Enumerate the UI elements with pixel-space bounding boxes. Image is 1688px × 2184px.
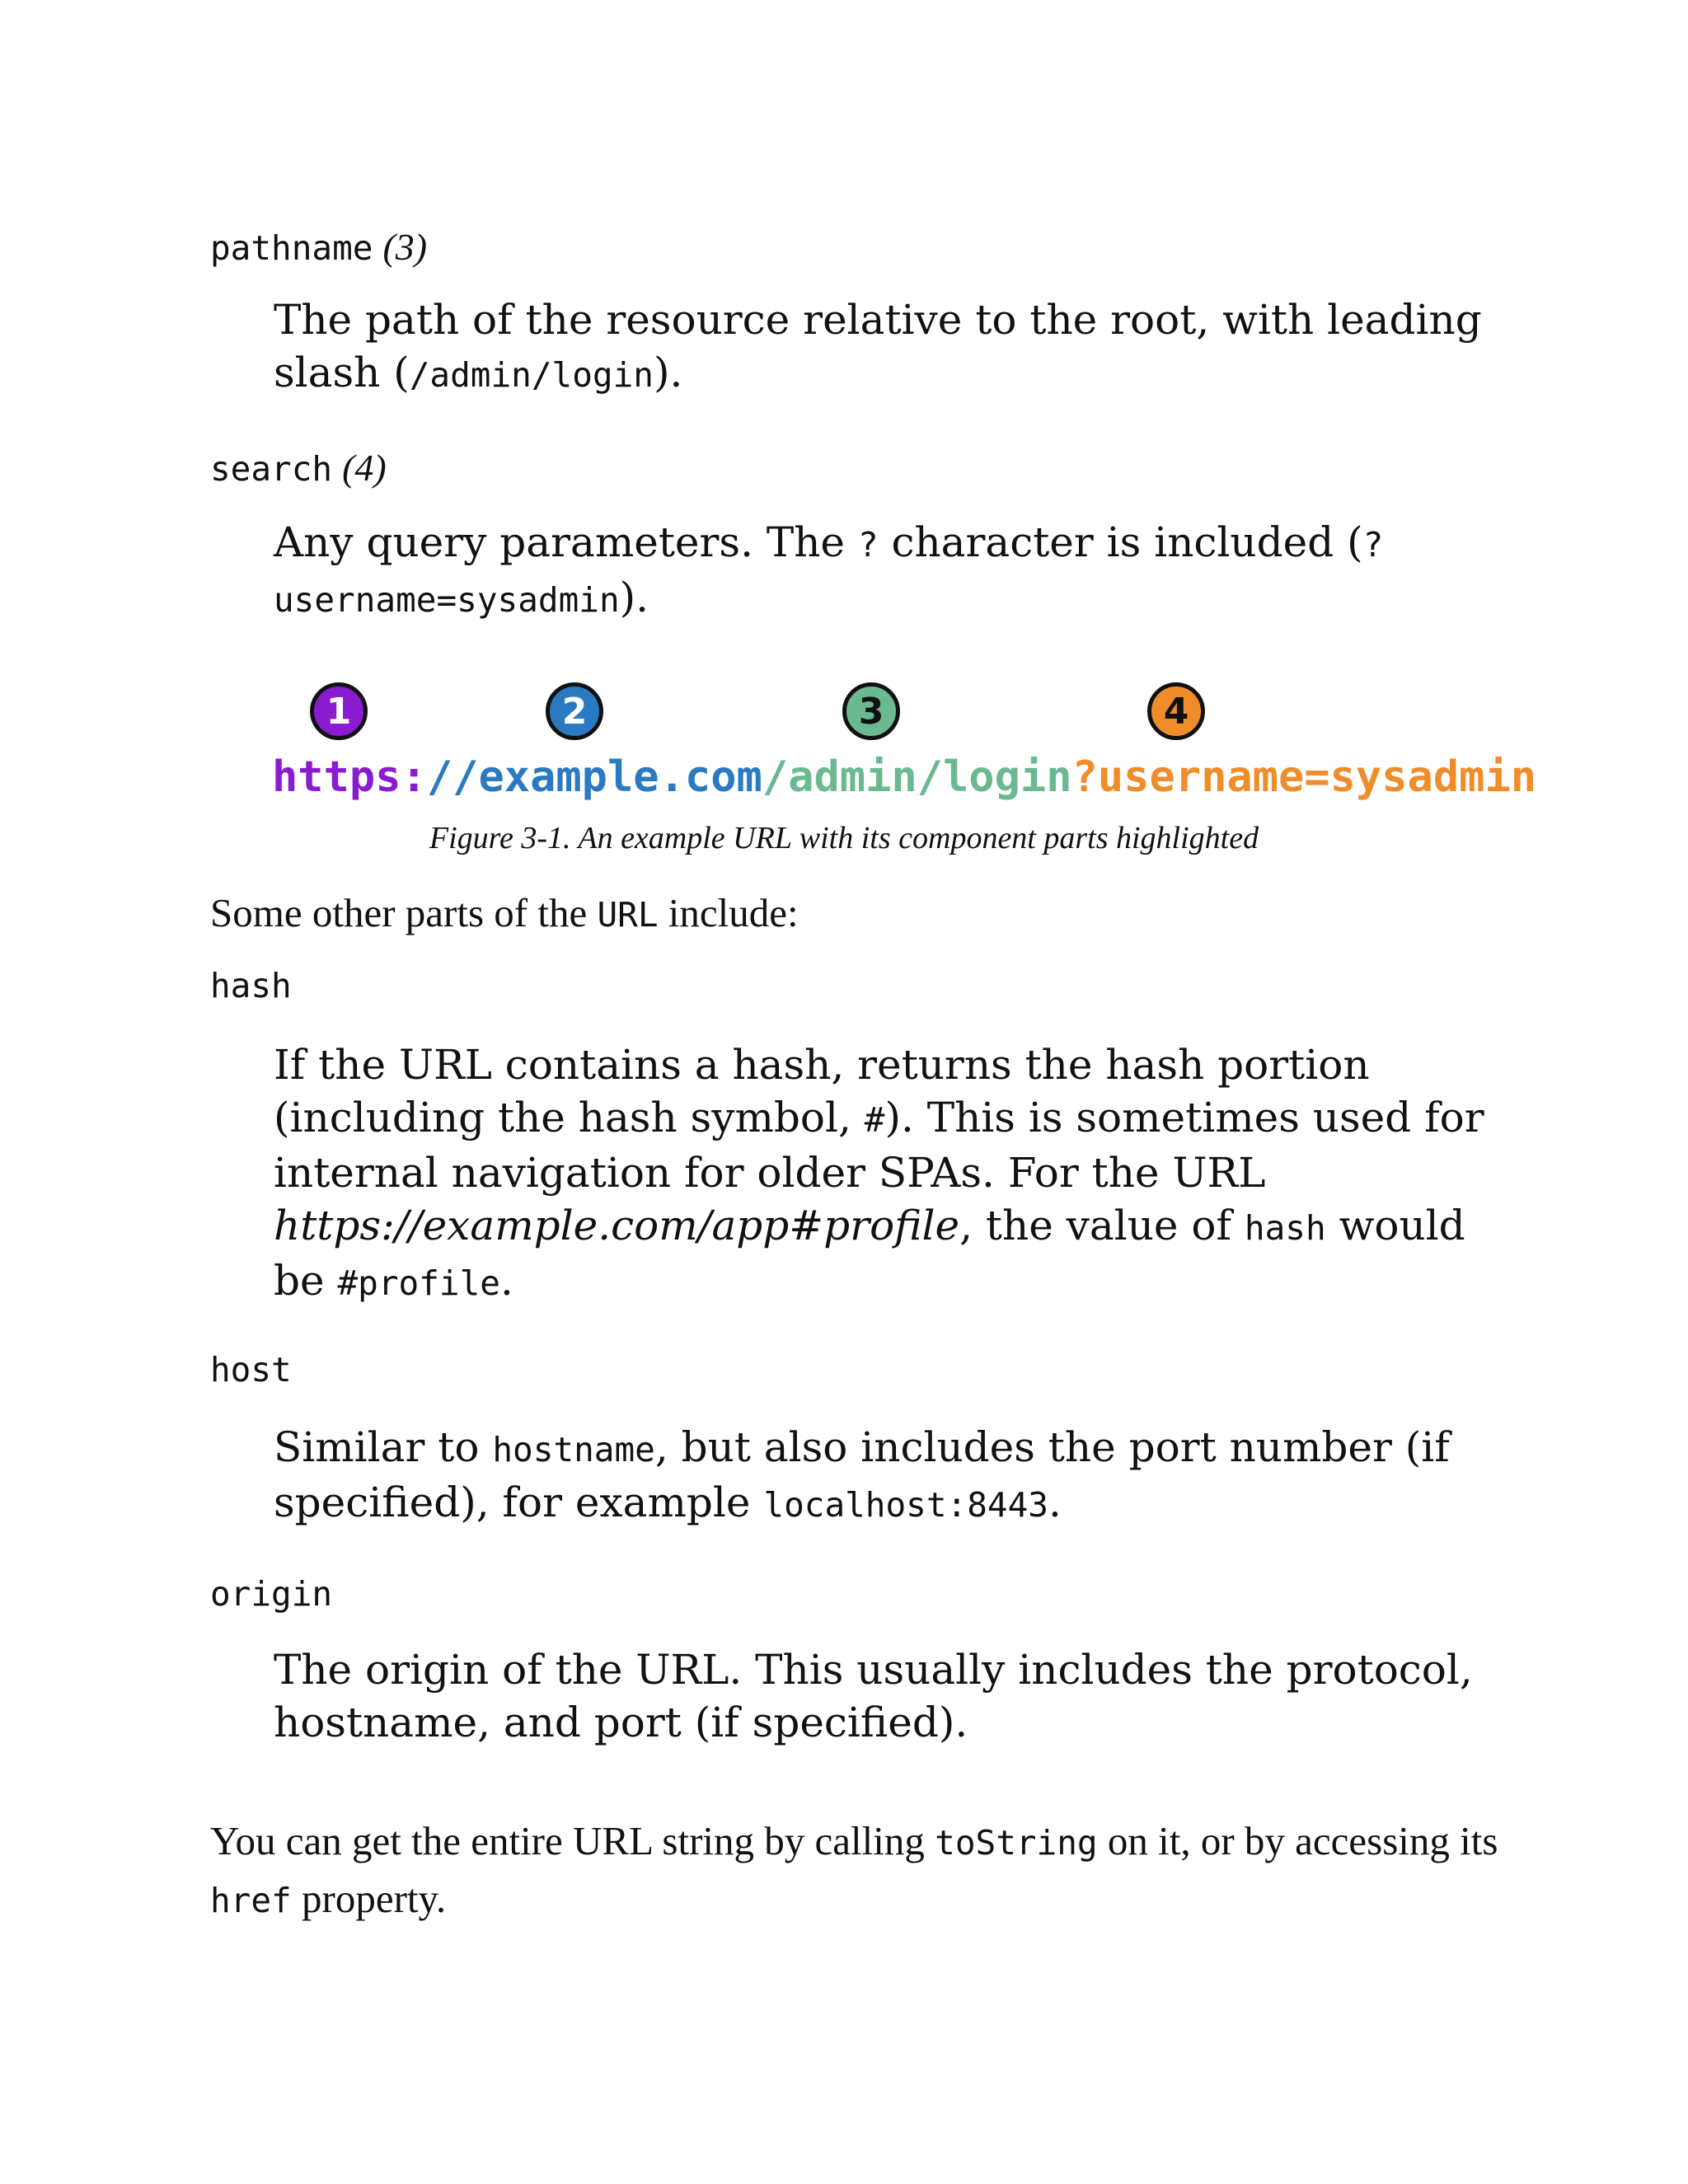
closing-paragraph: You can get the entire URL string by calling toString on it, or by accessing its href property. (210, 1818, 1498, 1921)
intro-paragraph: Some other parts of the URL include: (210, 890, 799, 935)
callout-badge-4: 4 (1147, 682, 1205, 740)
definition-pathname: The path of the resource relative to the root, with leading slash (/admin/login). (274, 296, 1482, 396)
definition-search: Any query parameters. The ? character is included (?username=sysadmin). (274, 518, 1384, 621)
example-url-italic: https://example.com/app#profile (274, 1202, 960, 1249)
term-search (210, 445, 387, 492)
example-url (272, 748, 1536, 806)
figure-caption: Figure 3-1. An example URL with its component parts highlighted (429, 821, 1259, 855)
term-pathname-name: pathname (210, 228, 373, 268)
code-query-string: ?username=sysadmin (274, 525, 1384, 620)
term-pathname-number: (3) (382, 226, 428, 268)
term-pathname (210, 224, 427, 271)
term-search-number: (4) (342, 447, 387, 489)
term-hash: hash (210, 966, 292, 1005)
url-search: ?username=sysadmin (1071, 752, 1537, 802)
definition-origin: The origin of the URL. This usually includes the protocol, hostname, and port (if specified). (274, 1646, 1473, 1746)
callout-badge-3: 3 (842, 682, 900, 740)
url-protocol: https: (272, 752, 427, 802)
definition-host: Similar to hostname, but also includes the port number (if specified), for example localhost:8443. (274, 1423, 1450, 1526)
code-admin-login: /admin/login (409, 355, 654, 395)
term-host: host (210, 1350, 292, 1390)
url-pathname: /admin/login (762, 752, 1072, 802)
callout-badge-1: 1 (310, 682, 368, 740)
url-hostname: //example.com (426, 752, 762, 802)
definition-hash: If the URL contains a hash, returns the hash portion (including the hash symbol, #). This is sometimes used for internal navigation for older SPAs. For the URL https://example.com/app#profile, the value of hash would be #profile. (274, 1041, 1484, 1305)
term-search-name: search (210, 449, 333, 489)
callout-badge-2: 2 (546, 682, 603, 740)
term-origin: origin (210, 1574, 333, 1614)
